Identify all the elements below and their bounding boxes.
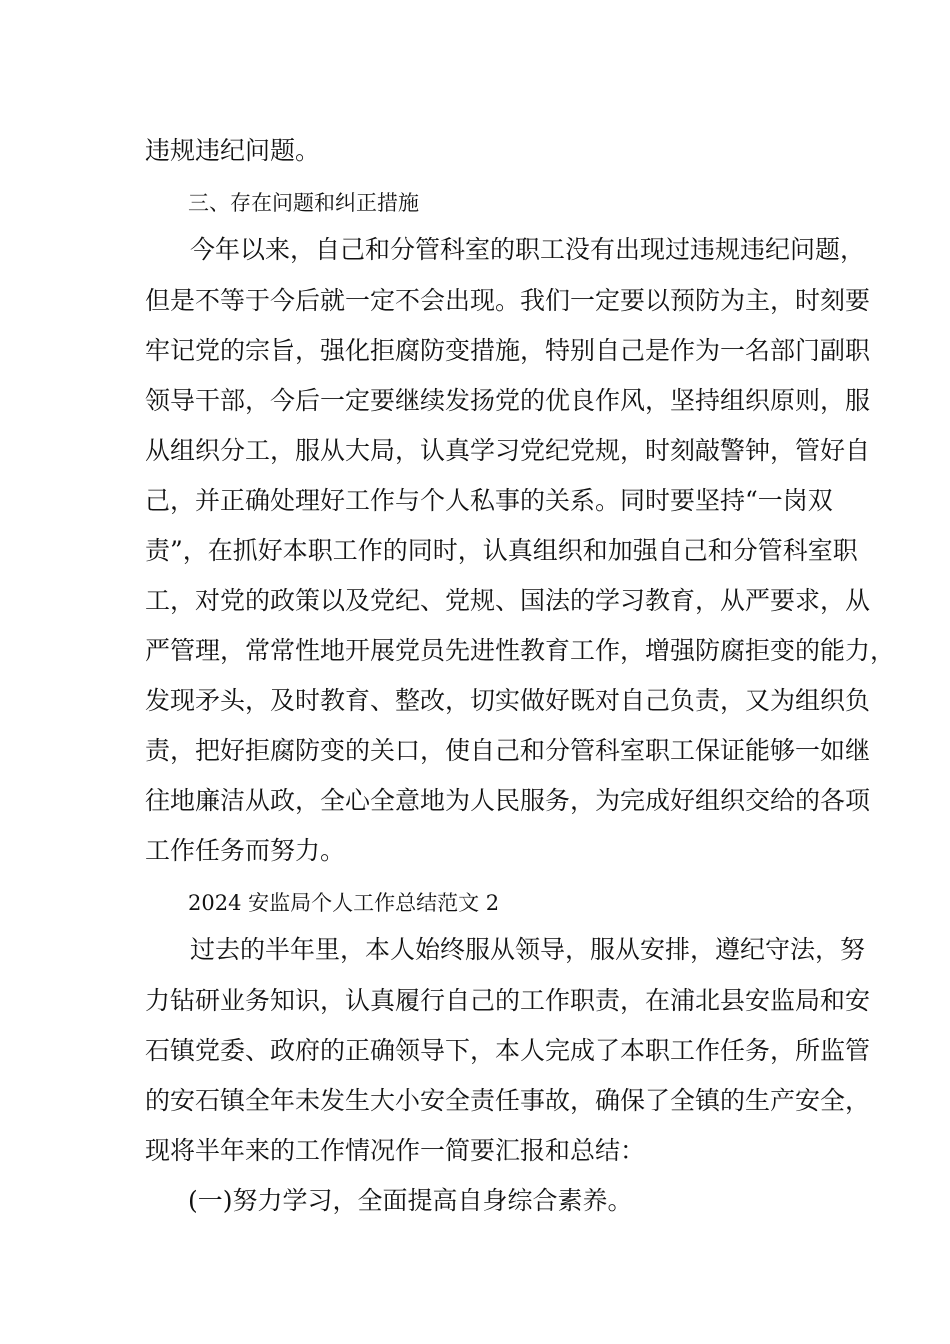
paragraph-line: 责”，在抓好本职工作的同时，认真组织和加强自己和分管科室职 bbox=[145, 536, 858, 565]
section-heading: 三、存在问题和纠正措施 bbox=[188, 191, 419, 215]
paragraph-line: 石镇党委、政府的正确领导下，本人完成了本职工作任务，所监管 bbox=[145, 1036, 871, 1065]
paragraph-line: 但是不等于今后就一定不会出现。我们一定要以预防为主，时刻要 bbox=[145, 286, 871, 315]
paragraph-line: 责，把好拒腐防变的关口，使自己和分管科室职工保证能够一如继 bbox=[145, 736, 871, 765]
paragraph-line: 从组织分工，服从大局，认真学习党纪党规，时刻敲警钟，管好自 bbox=[145, 436, 871, 465]
paragraph-line: 发现矛头，及时教育、整改，切实做好既对自己负责，又为组织负 bbox=[145, 686, 871, 715]
paragraph-line: 力钻研业务知识，认真履行自己的工作职责，在浦北县安监局和安 bbox=[145, 986, 871, 1015]
subsection-heading: (一)努力学习，全面提高自身综合素养。 bbox=[188, 1186, 633, 1215]
paragraph-line: 严管理，常常性地开展党员先进性教育工作，增强防腐拒变的能力， bbox=[145, 636, 896, 665]
paragraph-line: 牢记党的宗旨，强化拒腐防变措施，特别自己是作为一名部门副职 bbox=[145, 336, 871, 365]
paragraph-line: 现将半年来的工作情况作一简要汇报和总结： bbox=[145, 1136, 646, 1165]
paragraph-line: 工，对党的政策以及党纪、党规、国法的学习教育，从严要求，从 bbox=[145, 586, 871, 615]
paragraph-line: 违规违纪问题。 bbox=[145, 136, 321, 165]
section-heading: 2024 安监局个人工作总结范文 2 bbox=[188, 891, 500, 915]
paragraph-line: 己，并正确处理好工作与个人私事的关系。同时要坚持“一岗双 bbox=[145, 486, 833, 515]
paragraph-line: 领导干部，今后一定要继续发扬党的优良作风，坚持组织原则，服 bbox=[145, 386, 871, 415]
paragraph-line: 工作任务而努力。 bbox=[145, 836, 346, 865]
paragraph-line: 过去的半年里，本人始终服从领导，服从安排，遵纪守法，努 bbox=[190, 935, 866, 964]
paragraph-line: 的安石镇全年未发生大小安全责任事故，确保了全镇的生产安全， bbox=[145, 1086, 871, 1115]
paragraph-line: 今年以来，自己和分管科室的职工没有出现过违规违纪问题， bbox=[190, 235, 866, 264]
paragraph-line: 往地廉洁从政，全心全意地为人民服务，为完成好组织交给的各项 bbox=[145, 786, 871, 815]
